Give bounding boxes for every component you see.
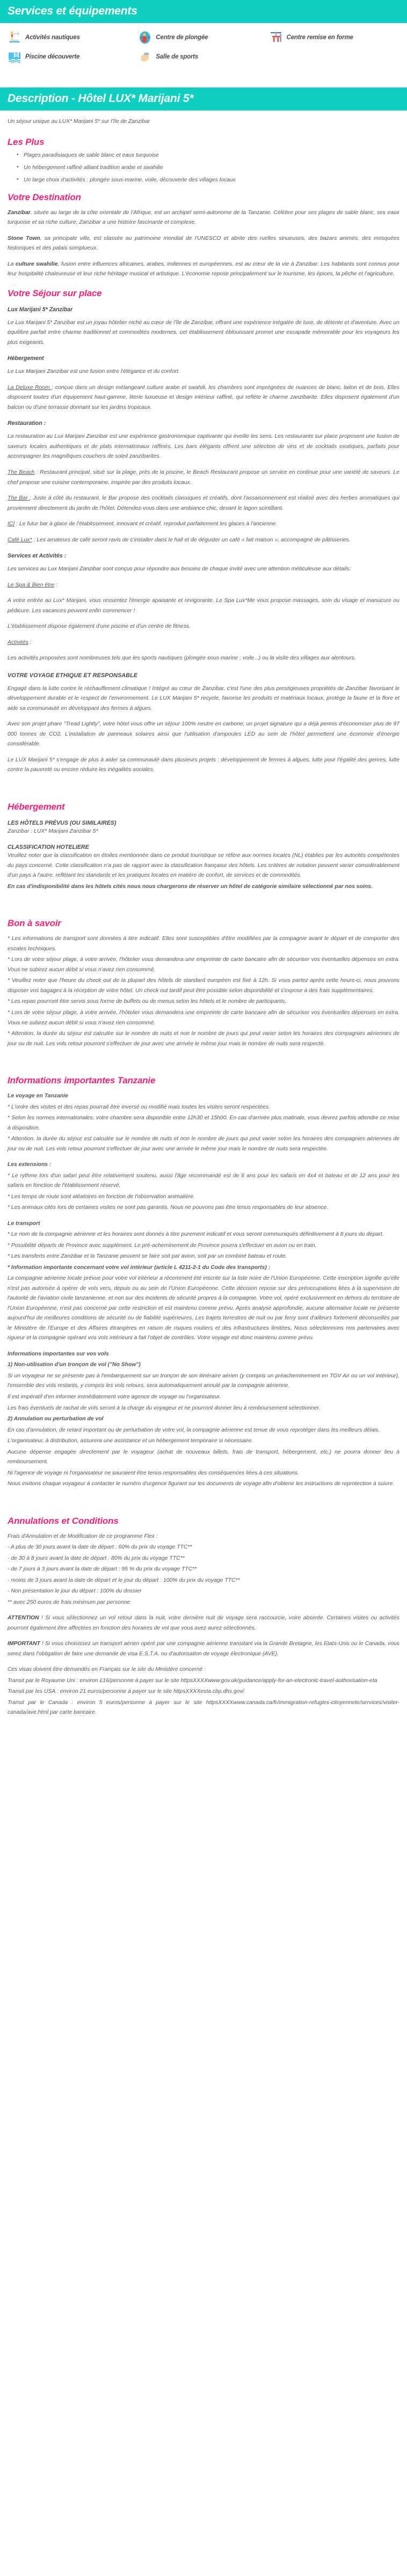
hotels-prevus-line: Zanzibar : LUX* Marijani Zanzibar 5* bbox=[8, 828, 98, 834]
annulations-line: - de 30 à 8 jours avant la date de départ : 80% du prix du voyage TTC** bbox=[8, 1555, 185, 1561]
attention-text: ! Si vous sélectionnez un vol retour dans la nuit, votre dernière nuit de voyage sera raccourcie, voire absente. Certaines visites ou activités pourront également être affectées en fonction des horaires de vol que vous avez aurez sélectionnés. bbox=[8, 1615, 399, 1631]
destination-p1-text: , située au large de la côte orientale de l'Afrique, est un archipel semi-autonome de la Tanzanie. Célèbre pour ses plages de sable blanc, ses eaux turquoise et sa riche culture, Zanzibar a une histoire fascinante et complexe. bbox=[8, 209, 399, 226]
annulations-line: - de 7 jours à 3 jours avant la date de départ : 95 % du prix du voyage TTC** bbox=[8, 1566, 197, 1573]
ethique-paragraph-2: Avec son projet phare "Tread Lightly", votre hôtel vous offre un séjour 100% neutre en carbone, un projet signature qui a déjà permis d'économiser plus de 97 000 tonnes de CO2. L'installation de panneaux solaires ainsi que l'utilisation d'ampoules LED au sein de l'hôtel permettent une économie d'énergie considérable. bbox=[8, 721, 399, 747]
infos-block: * Le rythme lors d'un safari peut être relativement soutenu, aussi l'âge recommandé est de 6 ans pour les safaris en 4x4 et bateau et de 12 ans pour les safaris en fonction de l'établissement réservé. bbox=[8, 1172, 399, 1189]
infos-block: * Attention, la durée du séjour est calculée sur le nombre de nuits et non le nombre de jours qui peut varier selon les horaires des compagnies aériennes de jour ou de nuit. Les vols retour pourront s'effectuer de jour avec une arrivée le même jour mais le nombre de nuits sera respectée. bbox=[8, 1136, 399, 1152]
ici-text: : Le futur bar à glace de l'établissement, innovant et créatif, reproduit parfaitement les glaces à l'ancienne. bbox=[14, 521, 278, 527]
gym-icon bbox=[138, 50, 152, 64]
infos-block: * Les transferts entre Zanzibar et la Tanzanie peuvent se faire soit par avion, soit par un combiné bateau et route. bbox=[8, 1253, 287, 1260]
activites-label: Activités bbox=[8, 639, 28, 645]
sejour-heading: Votre Séjour sur place bbox=[8, 288, 102, 298]
bon-a-savoir-item: * Les repas pourront être servis sous forme de buffets ou de menus selon les hôtels et le nombre de participants. bbox=[8, 999, 287, 1005]
service-label: Salle de sports bbox=[156, 54, 199, 60]
cafe-lux-text: : Les amateurs de café seront ravis de s'installer dans le hall et de déguster un café « fait maison », accompagné de pâtisseries. bbox=[32, 537, 351, 543]
the-bar-label: The Bar bbox=[8, 495, 30, 502]
infos-block: L'organisateur, à distribution, assurera une assistance et un hébergement temporaire si nécessaire. bbox=[8, 1438, 253, 1444]
infos-block: Le transport bbox=[8, 1220, 40, 1227]
cafe-lux-paragraph bbox=[8, 535, 399, 546]
annulations-intro: Frais d'Annulation et de Modification de ce programme Flex : bbox=[8, 1533, 158, 1539]
destination-paragraph-1 bbox=[8, 208, 399, 228]
les-plus-heading: Les Plus bbox=[8, 136, 45, 147]
infos-block: * Les temps de route sont aléatoires en fonction de l'observation animalière. bbox=[8, 1193, 195, 1200]
infos-block: Les frais éventuels de rachat de vols seront à la charge du voyageur et ne pourront donner lieu à remboursement sélectionner. bbox=[8, 1405, 321, 1411]
activites-label-paragraph bbox=[8, 638, 399, 648]
bon-a-savoir-heading: Bon à savoir bbox=[8, 918, 61, 929]
annulations-line: ** avec 250 euros de frais minimum par personne bbox=[8, 1599, 130, 1605]
visa-intro: Ces visas doivent être demandés en Français sur le site du Ministère concerné : bbox=[8, 1667, 206, 1673]
bon-a-savoir-item: * Attention, la durée du séjour est calculée sur le nombre de nuits et non le nombre de jours qui peut varier selon les horaires des compagnies aériennes de jour ou de nuit. Les vols retour pourront s'effectuer de jour avec une arrivée le même jour mais le nombre de nuits sera respecté. bbox=[8, 1031, 399, 1047]
the-bar-paragraph bbox=[8, 494, 399, 513]
infos-block: La compagnie aérienne locale prévue pour votre vol intérieur a récemment été inscrite sur la liste noire de l'Union Européenne. Cette inscription signifie qu'elle n'est pas autorisée à opérer de vols vers, depuis ou au sein de l'Union Européenne. Cette décision repose sur des préoccupations liées à la supervision de l'autorité de l'aviation civile tanzanienne, et non sur des incidents de sécurité propres à la compagnie. Votre vol, opéré exclusivement en dehors du territoire de l'Union Européenne, n'est pas concerné par cette restriction et est maintenu comme prévu. Après analyse approfondie, aucune alternative locale ne présente aujourd'hui de meilleures conditions de sécurité ou de fiabilité supérieures. Les trajets terrestres de nuit ou par ferry sont d'ailleurs fortement déconseillés par le Ministère de l'Europe et des Affaires étrangères en raison de risques routiers et des infrastructures limitées. Nous sélectionnons nos partenaires avec rigueur et la compagnie opérant vos vols intérieurs a fait l'objet de contrôles. Votre voyage est donc maintenu comme prévu. bbox=[8, 1275, 399, 1341]
important-label: IMPORTANT bbox=[8, 1641, 40, 1647]
hebergement-heading: Hébergement bbox=[8, 355, 44, 362]
spa-label: Le Spa & Bien être bbox=[8, 582, 55, 588]
restauration-intro-paragraph: La restauration au Lux Marijani Zanzibar est une expérience gastronomique captivante qui éveille les sens. Les restaurants sur place proposent une fusion de saveurs locales authentiques et de plats internationaux raffinés. Les bars élégants offrent une sélection de vins et de cocktails exotiques, parfaits pour accompagner les magnifiques couchers de soleil zanzibarites. bbox=[8, 434, 399, 460]
services-grid bbox=[0, 23, 407, 72]
infos-block: 2) Annulation ou perturbation de vol bbox=[8, 1416, 104, 1422]
description-content bbox=[0, 117, 407, 1718]
service-item-fitness bbox=[269, 31, 399, 45]
service-item-diving bbox=[138, 31, 268, 45]
the-beach-paragraph bbox=[8, 468, 399, 488]
infos-block: Il est impératif d'en informer immédiatement votre agence de voyage ou l'organisateur. bbox=[8, 1393, 221, 1400]
infos-tanzanie-heading: Informations importantes Tanzanie bbox=[8, 1075, 156, 1086]
attention-paragraph bbox=[8, 1613, 399, 1633]
service-item-gym bbox=[138, 50, 268, 64]
infos-block: Aucune dépense engagée directement par le voyageur (achat de nouveaux billets, frais de transport, hébergement, etc.) ne pourra donner lieu à remboursement. bbox=[8, 1449, 399, 1465]
classification-heading: CLASSIFICATION HOTELIERE bbox=[8, 844, 89, 851]
destination-heading: Votre Destination bbox=[8, 192, 81, 202]
infos-block: * Possibilité départs de Province avec supplément. Le pré-acheminement de Province pourra s'effectuer en avion ou en train. bbox=[8, 1242, 317, 1249]
spa-paragraph-1: A votre entrée au Lux* Marijani, vous ressentez l'énergie apaisante et revigorante. Le Spa Lux*Me vous propose massages, soin du visage et manucure ou pédicure. Les vacances peuvent enfin commencer ! bbox=[8, 598, 399, 614]
services-section bbox=[0, 0, 407, 23]
the-bar-text: : Juste à côté du restaurant, le Bar propose des cocktails classiques et créatifs, dont l'assaisonnement est réalisé avec des herbes aromatiques qui proviennent directement du jardin de l'hôtel. Détendez-vous dans une ambiance chic, devant le lagon scintillant. bbox=[8, 495, 399, 511]
list-item: • Un large choix d'activités : plongée sous-marine, voile, découverte des villages locaux bbox=[24, 178, 399, 183]
the-beach-label: The Beach bbox=[8, 469, 35, 475]
service-label: Piscine découverte bbox=[25, 54, 80, 60]
cafe-lux-label: Café Lux* bbox=[8, 537, 32, 543]
bon-a-savoir-item: * Lors de votre séjour plage, à votre arrivée, l'hôtelier vous demandera une empreinte de carte bancaire afin de sécuriser vos éventuelles dépenses en extra. Vous ne subirez aucun débit si vous n'avez rien consommé. bbox=[8, 1010, 399, 1026]
description-section bbox=[0, 87, 407, 111]
destination-p3-text: , fusion entre influences africaines, arabes, indiennes et européennes, est au cœur de la vie à Zanzibar. Les habitants sont connus pour leur hospitalité chaleureuse et leur riche héritage musical et artistique. L'économie repose principalement sur le tourisme, les épices, la pêche et l'agriculture. bbox=[8, 261, 399, 277]
infos-block: Informations importantes sur vos vols bbox=[8, 1351, 109, 1357]
destination-p3-bold: culture swahilie bbox=[16, 261, 58, 267]
water-sports-icon bbox=[8, 31, 21, 45]
list-item: • Plages paradisiaques de sable blanc et eaux turquoise bbox=[24, 153, 399, 158]
infos-block: Ni l'agence de voyage ni l'organisateur ne sauraient être tenus responsables des conséquences liées à ces situations. bbox=[8, 1470, 299, 1476]
service-item-pool bbox=[8, 50, 138, 64]
spa-colon: : bbox=[54, 582, 58, 588]
infos-block: Si un voyageur ne se présente pas à l'embarquement sur un tronçon de son itinéraire aérien (y compris un préacheminement en TGV Air ou un vol intérieur), l'ensemble des vols restants, y compris les vols retours, sera automatiquement annulé par la compagnie aérienne. bbox=[8, 1373, 399, 1389]
annulations-line: - moins de 3 jours avant la date de départ et le jour du départ : 100% du prix du voyage TTC** bbox=[8, 1577, 240, 1583]
hebergement-section-heading: Hébergement bbox=[8, 801, 65, 812]
important-paragraph bbox=[8, 1639, 399, 1659]
service-label: Centre remise en forme bbox=[286, 34, 353, 41]
infos-block: * Information importante concernant votre vol intérieur (article L 4211-2-1 du Code des transports) : bbox=[8, 1264, 271, 1271]
important-text: ! Si vous choisissez un transport aérien opéré par une compagnie aérienne transitant via la Grande Bretagne, les Etats-Unis ou le Canada, vous serez dans l'obligation de faire une demande de visa E.S.T.A. ou d'autorisation de voyage électronique (AVE). bbox=[8, 1641, 399, 1657]
bon-a-savoir-item: * Veuillez noter que l'heure du check out de la plupart des hôtels de standard européen est fixé à 12h. Si vous partez après cette heure-ci, nous pouvons disposer vos bagages à la réception de votre hôtel. Un check out tardif peut être possible selon disponibilité et s'expose à des frais supplémentaires. bbox=[8, 978, 399, 994]
infos-block: Les extensions : bbox=[8, 1162, 52, 1168]
hotel-name-heading: Lux Marijani 5* Zanzibar bbox=[8, 306, 73, 313]
description-intro: Un séjour unique au LUX* Marijani 5* sur l'île de Zanzibar bbox=[8, 119, 150, 124]
destination-p1-bold: Zanzibar bbox=[8, 209, 31, 216]
destination-p3-pre: La bbox=[8, 261, 16, 267]
destination-p2-text: , sa principale ville, est classée au patrimoine mondial de l'UNESCO et abrite des ruelles sinueuses, des bazars animés, des mosquées historiques et des palais somptueux. bbox=[8, 235, 399, 252]
annulations-line: - Non présentation le jour du départ : 100% du dossier bbox=[8, 1588, 142, 1595]
hotel-intro-paragraph: Le Lux Marijani 5* Zanzibar est un joyau hôtelier niché au cœur de l'île de Zanzibar, offrant une expérience inégalée de luxe, de détente et d'aventure. Avec un équilibre parfait entre charme traditionnel et commodités modernes, cet établissement éblouissant promet une escapade mémorable pour les voyageurs les plus exigeants. bbox=[8, 319, 399, 346]
fitness-icon bbox=[269, 31, 283, 45]
annulations-line: - A plus de 30 jours avant la date de départ : 60% du prix du voyage TTC** bbox=[8, 1544, 192, 1551]
classification-bold-text: En cas d'indisponibilité dans les hôtels cités nous nous chargerons de réserver un hôtel de catégorie similaire sélectionné par nos soins. bbox=[8, 883, 373, 890]
infos-block: * Selon les normes internationales, votre chambre sera disponible entre 12h30 et 15h00. En cas d'arrivée plus matinale, vous devrez parfois attendre ce mise à disposition. bbox=[8, 1115, 399, 1131]
infos-block: Nous invitons chaque voyageur à contacter le numéro d'urgence figurant sur les documents de voyage afin d'obtenir les instructions de reprotection à suivre. bbox=[8, 1481, 395, 1487]
ici-paragraph bbox=[8, 519, 399, 530]
ethique-heading: VOTRE VOYAGE ETHIQUE ET RESPONSABLE bbox=[8, 672, 138, 679]
services-intro-paragraph: Les services au Lux Marijani Zanzibar sont conçus pour répondre aux besoins de chaque invité avec une attention méticuleuse aux détails. bbox=[8, 566, 351, 573]
bon-a-savoir-item: * Les informations de transport sont données à titre indicatif. Elles sont susceptibles d'être modifiées par la compagnie avant le départ et de comporter des escales techniques. bbox=[8, 936, 399, 952]
spa-paragraph-2: L'établissement dispose également d'une piscine et d'un centre de fitness. bbox=[8, 623, 191, 630]
deluxe-room-label: La Deluxe Room bbox=[8, 384, 52, 391]
attention-label: ATTENTION bbox=[8, 1615, 39, 1621]
description-banner-title: Description - Hôtel LUX* Marijani 5* bbox=[0, 87, 407, 111]
diving-icon bbox=[138, 31, 152, 45]
service-item-water-sports bbox=[8, 31, 138, 45]
the-beach-text: : Restaurant principal, situé sur la plage, près de la piscine, le Beach Restaurant propose un service en continue pour une variété de saveurs. Le chef propose une cuisine contemporaine, inspirée par des produits locaux. bbox=[8, 469, 399, 486]
services-banner-title: Services et équipements bbox=[0, 0, 407, 23]
infos-block: * Le nom de la compagnie aérienne et les horaires sont donnés à titre purement indicatif et vous seront communiqués définitivement à 8 jours du départ. bbox=[8, 1231, 384, 1238]
hebergement-intro-paragraph: Le Lux Marijani Zanzibar est une fusion entre l'élégance et du confort. bbox=[8, 369, 180, 375]
spa-label-paragraph bbox=[8, 581, 399, 591]
bon-a-savoir-item: * Lors de votre séjour plage, à votre arrivée, l'hôtelier vous demandera une empreinte de carte bancaire afin de sécuriser vos éventuelles dépenses en extra. Vous ne subirez aucun débit si vous n'avez rien consommé. bbox=[8, 957, 399, 973]
ethique-paragraph-1: Engagé dans la lutte contre le réchauffement climatique ! Intégré au cœur de Zanzibar, c'est l'une des plus prestigieuses propriétés de Zanzibar favorisant le développement durable et le respect de l'environnement. Le LUX Marijani 5* recycle, favorise les produits et matériaux locaux, protège la faune et la flore et aide sa communauté en développant des fermes à algues. bbox=[8, 685, 399, 711]
service-label: Activités nautiques bbox=[25, 34, 80, 41]
infos-block: 1) Non-utilisation d'un tronçon de vol ("No Show") bbox=[8, 1362, 141, 1368]
infos-block: En cas d'annulation, de retard important ou de perturbation de votre vol, la compagnie aérienne est tenue de vous reprotéger dans les meilleurs délais. bbox=[8, 1427, 380, 1433]
hotels-prevus-heading: LES HÔTELS PRÉVUS (OU SIMILAIRES) bbox=[8, 819, 117, 826]
classification-text: Veuillez noter que la classification en étoiles mentionnée dans ce produit touristique se réfère aux normes locales (NL) établies par les autorités compétentes du pays concerné. Cette classification n'a pas de rapport avec la classification française des hôtels. Les critères de notation peuvent varier considérablement d'un pays à l'autre, reflétant les standards et les pratiques locales en matière de confort, de services et de commodités. bbox=[8, 853, 399, 879]
visa-line: Transit par le Canada : environ 5 euros/personne à payer sur le site httpsXXXXwww.canada.ca/fr/immigration-refugies-citoyennete/services/visiter-canada/ave.html par carte bancaire. bbox=[8, 1699, 399, 1716]
infos-block: Le voyage en Tanzanie bbox=[8, 1093, 68, 1099]
deluxe-room-text: : conçue dans un design mélangeant culture arabe et swahili, les chambres sont imprégnées de nuances de blanc, laiton et de bois. Elles disposent toutes d'un équipement haut-gamme, literie luxueuse et design intérieur raffiné, qui reflète le charme zanzibarite. Elles disposent également d'un balcon ou d'une terrasse donnant sur les jardins tropicaux. bbox=[8, 384, 400, 410]
destination-paragraph-3 bbox=[8, 260, 399, 280]
service-label: Centre de plongée bbox=[156, 34, 208, 41]
pool-icon bbox=[8, 50, 21, 64]
infos-block: * L'ordre des visites et des repas pourrait être inversé ou modifié mais toutes les visites seront respectées. bbox=[8, 1104, 270, 1110]
ethique-paragraph-3: Le LUX Marijani 5* s'engage de plus à aider sa communauté dans plusieurs projets : développement de fermes à algues, lutte pour l'égalité des genres, lutte contre la pauvreté ou encore réduire les inégalités sociales. bbox=[8, 757, 399, 773]
destination-p2-bold: Stone Town bbox=[8, 235, 40, 241]
restauration-heading: Restauration : bbox=[8, 420, 46, 427]
visa-line: Transit par le Royaume Uni : environ £16/personne à payer sur le site httpsXXXXwww.gov.uk/guidance/apply-for-an-electronic-travel-authorisation-eta bbox=[8, 1677, 377, 1684]
list-item: • Un hébergement raffiné alliant tradition arabe et swahilie bbox=[24, 165, 399, 171]
activites-paragraph: Les activités proposées sont nombreuses tels que les sports nautiques (plongée sous-marine ; voile...) ou la visite des villages aux alentours. bbox=[8, 655, 356, 662]
les-plus-list bbox=[8, 153, 399, 184]
visa-line: Transit par les USA : environ 21 euros/personne à payer sur le site httpsXXXXesta.cbp.dhs.gov/ bbox=[8, 1689, 244, 1695]
services-activites-heading: Services et Activités : bbox=[8, 553, 67, 560]
deluxe-room-paragraph bbox=[8, 383, 399, 413]
ici-label: ICI bbox=[8, 521, 15, 527]
destination-paragraph-2 bbox=[8, 234, 399, 254]
annulations-heading: Annulations et Conditions bbox=[8, 1515, 119, 1526]
activites-colon: : bbox=[28, 639, 32, 645]
infos-block: * Les animaux cités lors de certaines visites ne sont pas garantis. Nous ne pouvons pas être tenus responsables de leur absence. bbox=[8, 1205, 329, 1211]
